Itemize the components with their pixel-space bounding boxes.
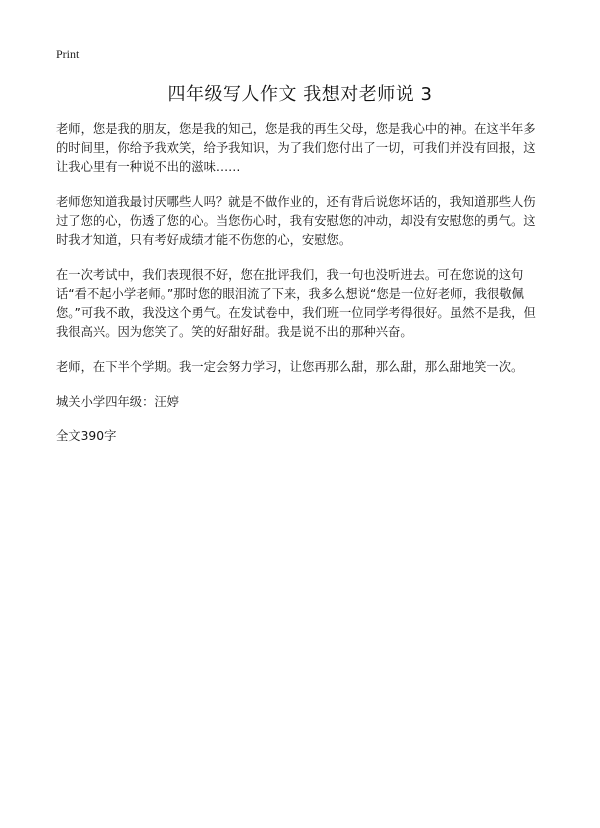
paragraph-4: 老师，在下半个学期。我一定会努力学习，让您再那么甜，那么甜，那么甜地笑一次。 — [56, 360, 524, 374]
author-signature: 城关小学四年级：汪婷 — [56, 395, 179, 409]
article-body — [56, 120, 546, 446]
print-link[interactable]: Print — [56, 47, 80, 61]
paragraph-3: 在一次考试中，我们表现很不好，您在批评我们，我一句也没听进去。可在您说的这句话“看不起小学老师。”那时您的眼泪流了下来，我多么想说“您是一位好老师，我很敬佩您。”可我不敢，我没这个勇气。在发试卷中，我们班一位同学考得很好。虽然不是我，但我很高兴。因为您笑了。笑的好甜好甜。我是说不出的那种兴奋。 — [56, 268, 536, 339]
word-count: 全文390字 — [56, 429, 117, 443]
page-title: 四年级写人作文 我想对老师说 3 — [167, 84, 433, 105]
paragraph-2: 老师您知道我最讨厌哪些人吗？就是不做作业的，还有背后说您坏话的，我知道那些人伤过了您的心，伤透了您的心。当您伤心时，我有安慰您的冲动，却没有安慰您的勇气。这时我才知道，只有考好成绩才能不伤您的心，安慰您。 — [56, 195, 536, 247]
paragraph-1: 老师，您是我的朋友，您是我的知己，您是我的再生父母，您是我心中的神。在这半年多的时间里，你给予我欢笑，给予我知识，为了我们您付出了一切，可我们并没有回报，这让我心里有一种说不出的滋味…… — [56, 122, 536, 174]
